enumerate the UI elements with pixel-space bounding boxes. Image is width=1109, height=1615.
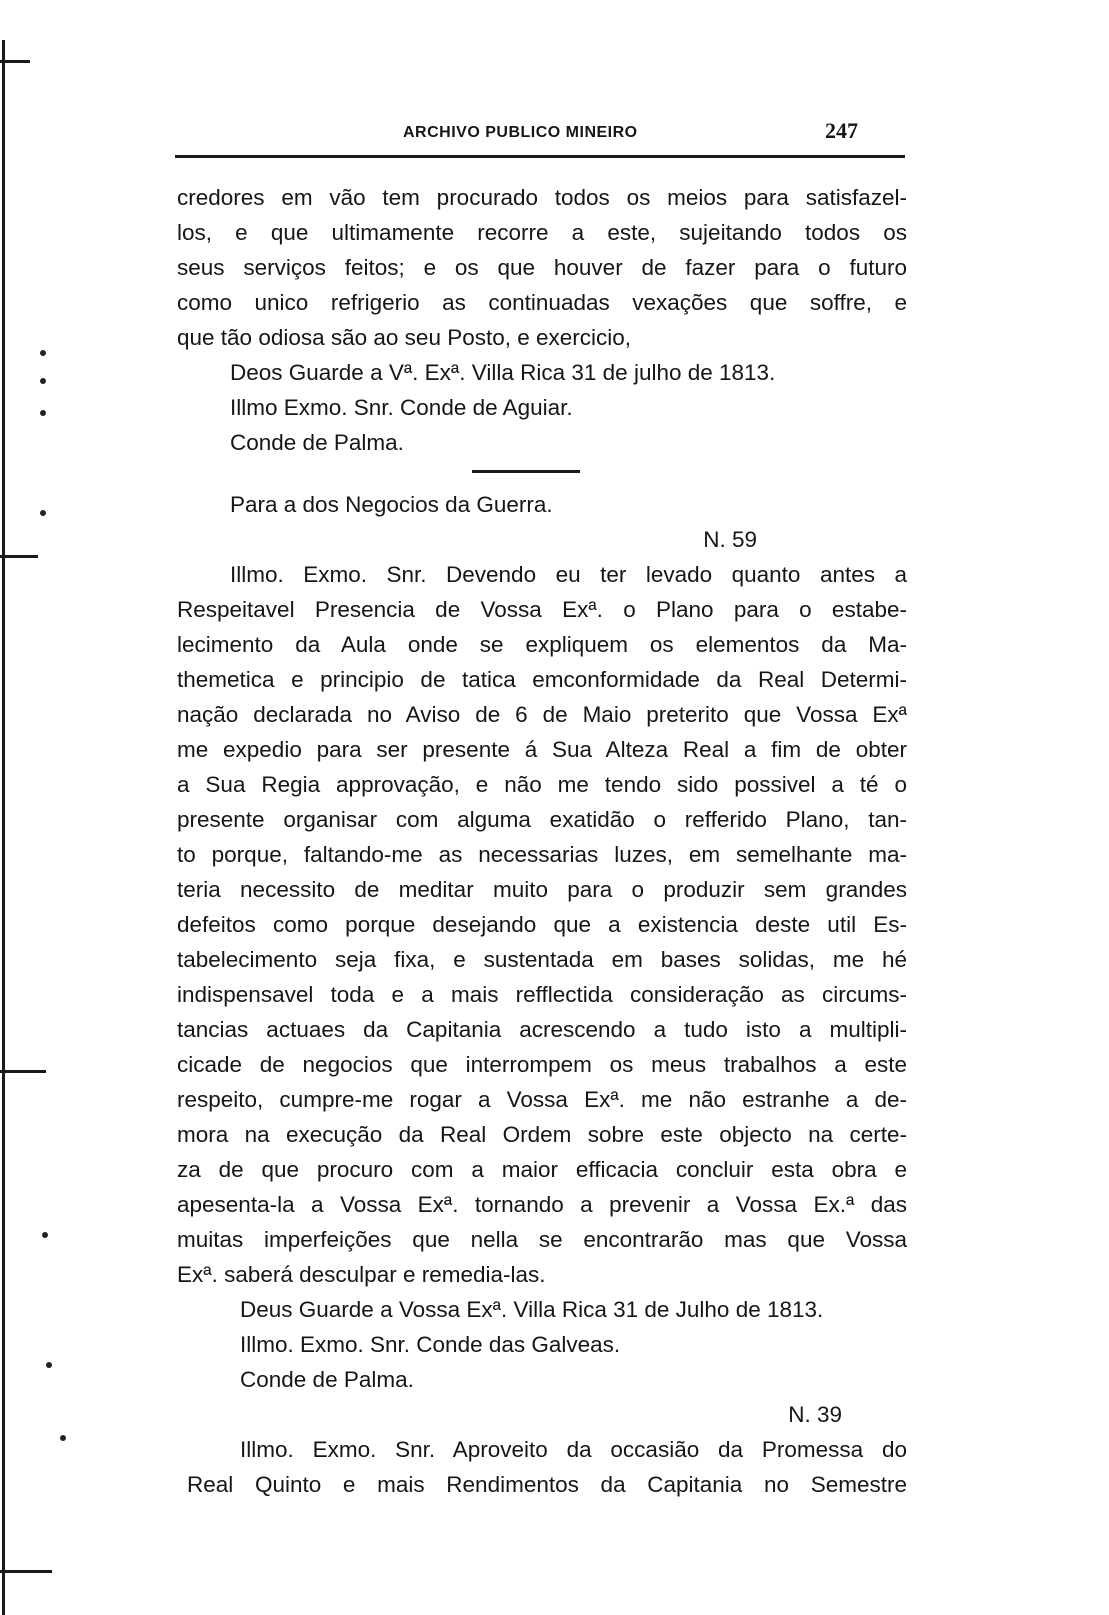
running-head: ARCHIVO PUBLICO MINEIRO [403,124,638,141]
ink-speck [60,1435,66,1441]
letter-number: N. 39 [788,1402,842,1427]
text-line: teria necessito de meditar muito para o produzir sem grandes [177,877,907,902]
text-line: respeito, cumpre-me rogar a Vossa Exª. me não estranhe a de- [177,1087,907,1112]
text-line: tancias actuaes da Capitania acrescendo a tudo isto a multipli- [177,1017,907,1042]
ink-speck [40,378,46,384]
text-line: Illmo. Exmo. Snr. Devendo eu ter levado quanto antes a [230,562,907,587]
text-line: lecimento da Aula onde se expliquem os elementos da Ma- [177,632,907,657]
letter-2 [177,487,907,1397]
signature-line: Conde de Palma. [240,1367,414,1392]
signature-line: Conde de Palma. [230,430,404,455]
page-number: 247 [825,118,858,143]
ink-speck [46,1362,52,1368]
addressee-line: Illmo. Exmo. Snr. Conde das Galveas. [240,1332,621,1357]
text-line: za de que procuro com a maior efficacia concluir esta obra e [177,1157,907,1182]
text-line: apesenta-la a Vossa Exª. tornando a prevenir a Vossa Ex.ª das [177,1192,907,1217]
text-line: tabelecimento seja fixa, e sustentada em bases solidas, me hé [177,947,907,972]
binding-mark [0,555,38,558]
letter-number: N. 59 [703,527,757,552]
addressee-line: Illmo Exmo. Snr. Conde de Aguiar. [230,395,573,420]
text-line: presente organisar com alguma exatidão o refferido Plano, tan- [177,807,907,832]
page-header [175,118,905,158]
text-line: to porque, faltando-me as necessarias luzes, em semelhante ma- [177,842,907,867]
letter-1 [177,180,907,460]
header-rule [175,155,905,158]
text-line: defeitos como porque desejando que a existencia deste util Es- [177,912,907,937]
text-line: Exª. saberá desculpar e remedia-las. [177,1262,546,1287]
letter-3 [177,1397,907,1502]
text-line: muitas imperfeições que nella se encontrarão mas que Vossa [177,1227,907,1252]
text-line: mora na execução da Real Ordem sobre este objecto na certe- [177,1122,907,1147]
text-line: Illmo. Exmo. Snr. Aproveito da occasião da Promessa do [240,1437,907,1462]
text-line: Respeitavel Presencia de Vossa Exª. o Plano para o estabe- [177,597,907,622]
binding-mark [0,60,30,63]
destination-heading: Para a dos Negocios da Guerra. [230,492,553,517]
text-line: Real Quinto e mais Rendimentos da Capitania no Semestre [187,1472,907,1497]
ink-speck [40,410,46,416]
closing-line: Deos Guarde a Vª. Exª. Villa Rica 31 de julho de 1813. [230,360,776,385]
text-line: seus serviços feitos; e os que houver de fazer para o futuro [177,255,907,280]
text-line: que tão odiosa são ao seu Posto, e exercicio, [177,325,632,350]
text-line: indispensavel toda e a mais refflectida consideração as circums- [177,982,907,1007]
binding-mark [0,1070,46,1073]
text-line: los, e que ultimamente recorre a este, sujeitando todos os [177,220,907,245]
text-line: me expedio para ser presente á Sua Alteza Real a fim de obter [177,737,907,762]
text-line: credores em vão tem procurado todos os meios para satisfazel- [177,185,907,210]
ink-speck [42,1232,48,1238]
text-line: como unico refrigerio as continuadas vexações que soffre, e [177,290,907,315]
section-separator [472,470,580,473]
ink-speck [40,510,46,516]
text-line: nação declarada no Aviso de 6 de Maio preterito que Vossa Exª [177,702,907,727]
text-line: a Sua Regia approvação, e não me tendo sido possivel a té o [177,772,907,797]
text-line: cicade de negocios que interrompem os meus trabalhos a este [177,1052,907,1077]
binding-mark [0,1570,52,1573]
page-body [177,180,907,1502]
ink-speck [40,350,46,356]
page-binding-edge [2,40,5,1615]
text-line: themetica e principio de tatica emconformidade da Real Determi- [177,667,907,692]
closing-line: Deus Guarde a Vossa Exª. Villa Rica 31 de Julho de 1813. [240,1297,824,1322]
